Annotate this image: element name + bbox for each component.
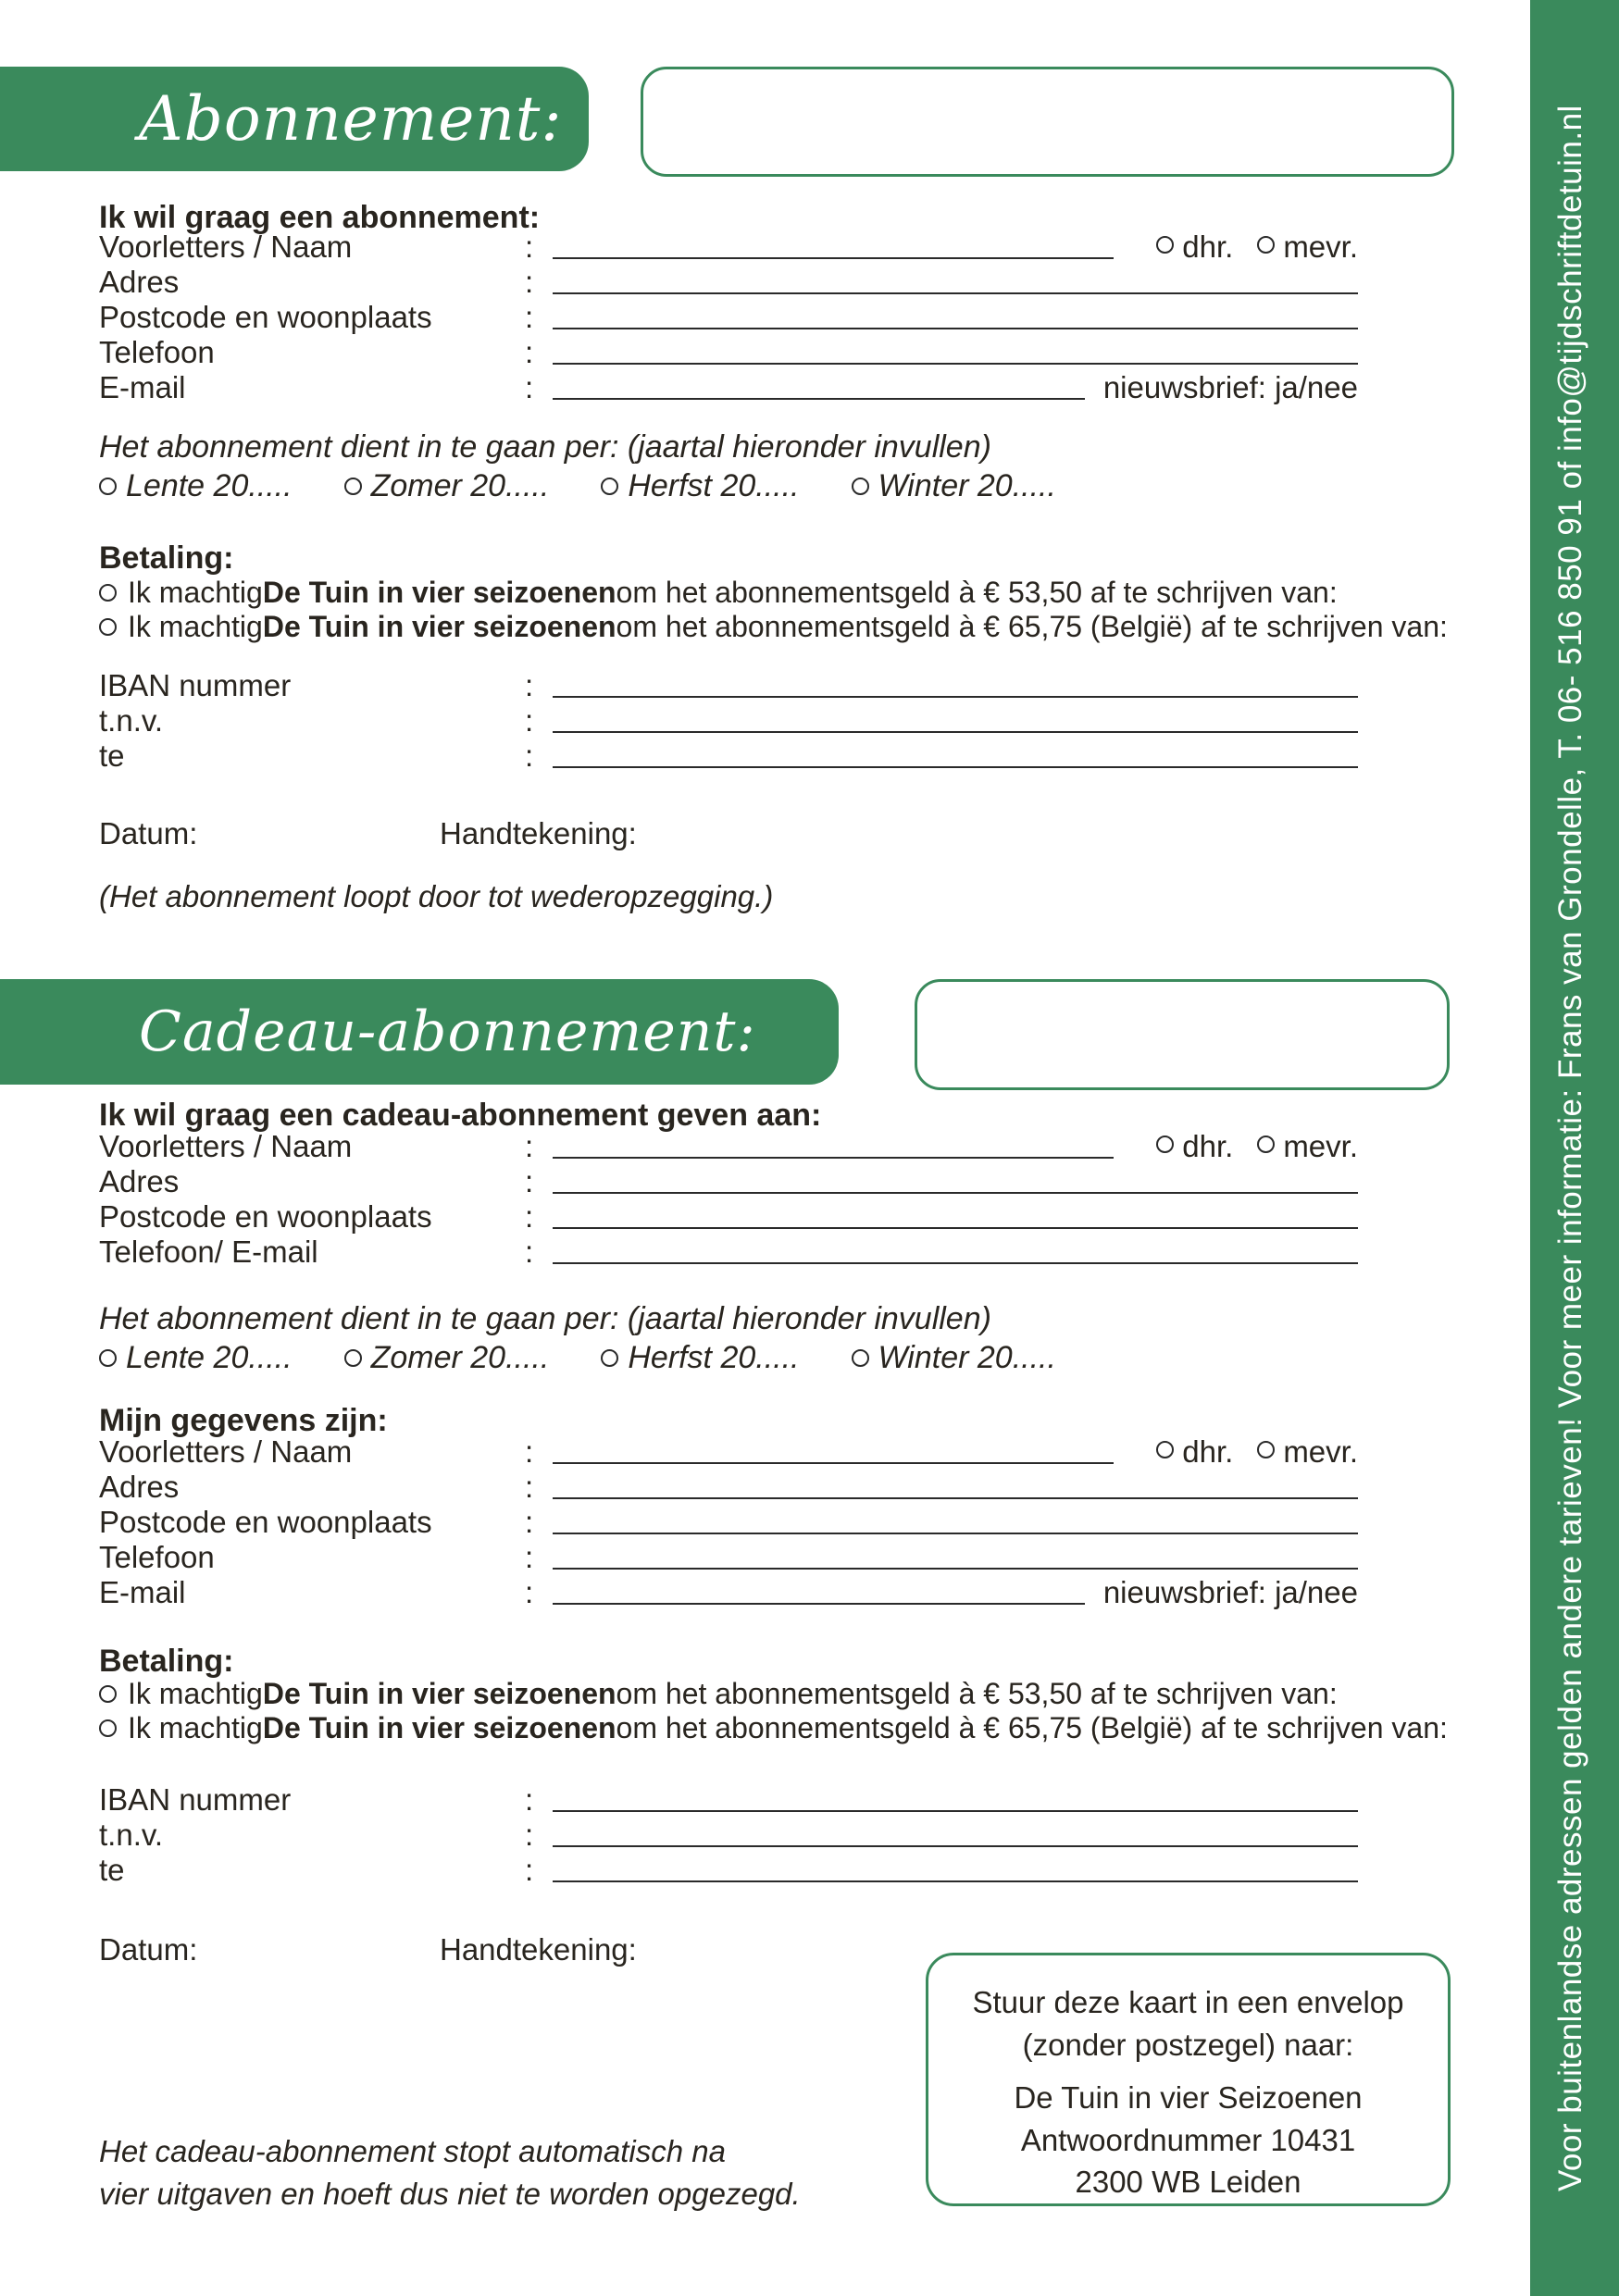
newsletter-choice: nieuwsbrief: ja/nee xyxy=(1102,1575,1358,1609)
field-row-tnv-2 xyxy=(99,1818,1358,1853)
field-row-recipient-voorletters xyxy=(99,1129,1358,1164)
my-details-heading: Mijn gegevens zijn: xyxy=(99,1403,388,1438)
season-options-2 xyxy=(99,1340,1056,1376)
season-label: Winter 20..... xyxy=(878,468,1056,503)
season-label: Herfst 20..... xyxy=(628,1340,800,1375)
radio-herfst-2[interactable] xyxy=(601,1349,618,1367)
write-line-voorletters[interactable] xyxy=(553,255,1114,259)
datum-label-2: Datum: xyxy=(99,1932,198,1967)
envelope-address-number: Antwoordnummer 10431 xyxy=(1020,2122,1356,2157)
colon: : xyxy=(525,1818,534,1852)
field-label: Postcode en woonplaats xyxy=(99,1505,432,1539)
field-row-postcode xyxy=(99,300,1358,335)
write-line-telefoon[interactable] xyxy=(553,361,1358,365)
field-row-telefoon xyxy=(99,335,1358,370)
colon: : xyxy=(525,1505,534,1539)
field-label: IBAN nummer xyxy=(99,668,292,702)
handtekening-label: Handtekening: xyxy=(440,816,637,850)
field-row-recipient-telefoon-email xyxy=(99,1235,1358,1270)
payment-text-post: om het abonnementsgeld à € 65,75 (België) af te schrijven van: xyxy=(616,610,1448,643)
write-line-te-2[interactable] xyxy=(553,1879,1358,1882)
colon: : xyxy=(525,668,534,702)
gift-stop-note-line1: Het cadeau-abonnement stopt automatisch na xyxy=(99,2134,726,2168)
field-label: IBAN nummer xyxy=(99,1782,292,1817)
payment-brand: De Tuin in vier seizoenen xyxy=(262,610,616,643)
payment-option-be xyxy=(99,610,1488,644)
field-row-tnv xyxy=(99,703,1358,738)
field-row-email xyxy=(99,370,1358,405)
field-label: Telefoon xyxy=(99,335,215,369)
field-row-my-voorletters xyxy=(99,1434,1358,1470)
field-row-te-2 xyxy=(99,1853,1358,1888)
dhr-label: dhr. xyxy=(1182,230,1234,264)
colon: : xyxy=(525,1199,534,1234)
field-label: t.n.v. xyxy=(99,703,164,738)
radio-my-mevr[interactable] xyxy=(1257,1441,1275,1458)
season-label: Lente 20..... xyxy=(126,468,293,503)
colon: : xyxy=(525,1540,534,1574)
season-option-lente xyxy=(99,1340,293,1376)
colon: : xyxy=(525,1434,534,1469)
write-line-iban-2[interactable] xyxy=(553,1808,1358,1812)
field-label: te xyxy=(99,738,125,773)
season-option-herfst xyxy=(601,468,799,504)
season-option-winter xyxy=(852,468,1056,504)
colon: : xyxy=(525,230,534,264)
write-line-my-voorletters[interactable] xyxy=(553,1460,1114,1464)
colon: : xyxy=(525,370,534,404)
radio-payment-be[interactable] xyxy=(99,618,117,636)
colon: : xyxy=(525,1235,534,1269)
colon: : xyxy=(525,703,534,738)
radio-payment-nl-2[interactable] xyxy=(99,1685,117,1703)
colon: : xyxy=(525,335,534,369)
envelope-line: (zonder postzegel) naar: xyxy=(1022,2027,1354,2062)
field-row-iban xyxy=(99,668,1358,703)
field-row-te xyxy=(99,738,1358,774)
blank-box-1 xyxy=(641,67,1454,177)
field-label: Adres xyxy=(99,1164,180,1198)
handtekening-label-2: Handtekening: xyxy=(440,1932,637,1967)
write-line-recipient-voorletters[interactable] xyxy=(553,1155,1114,1159)
season-label: Lente 20..... xyxy=(126,1340,293,1375)
write-line-tnv-2[interactable] xyxy=(553,1843,1358,1847)
field-row-recipient-adres xyxy=(99,1164,1358,1199)
payment-brand: De Tuin in vier seizoenen xyxy=(262,1711,616,1744)
radio-winter[interactable] xyxy=(852,478,869,495)
dhr-label: dhr. xyxy=(1182,1434,1234,1469)
envelope-instruction-box xyxy=(926,1953,1451,2206)
radio-mevr[interactable] xyxy=(1257,236,1275,254)
colon: : xyxy=(525,1575,534,1609)
colon: : xyxy=(525,265,534,299)
envelope-address-city: 2300 WB Leiden xyxy=(1075,2165,1301,2200)
write-line-tnv[interactable] xyxy=(553,729,1358,733)
season-label: Winter 20..... xyxy=(878,1340,1056,1375)
payment-option-be-2 xyxy=(99,1711,1488,1745)
payment-text-pre: Ik machtig xyxy=(128,576,263,609)
field-label: Adres xyxy=(99,1470,180,1504)
datum-label: Datum: xyxy=(99,816,198,850)
radio-recipient-dhr[interactable] xyxy=(1156,1136,1174,1153)
season-option-zomer xyxy=(344,468,550,504)
field-row-my-adres xyxy=(99,1470,1358,1505)
payment-text-pre: Ik machtig xyxy=(128,1677,263,1710)
abonnement-intro-heading: Ik wil graag een abonnement: xyxy=(99,200,541,235)
start-date-note-2: Het abonnement dient in te gaan per: (jaartal hieronder invullen) xyxy=(99,1301,991,1336)
field-label: Telefoon xyxy=(99,1540,215,1574)
field-label: Postcode en woonplaats xyxy=(99,1199,432,1234)
mevr-label: mevr. xyxy=(1283,230,1358,264)
colon: : xyxy=(525,1782,534,1817)
colon: : xyxy=(525,1164,534,1198)
payment-text-post: om het abonnementsgeld à € 65,75 (België) af te schrijven van: xyxy=(616,1711,1448,1744)
start-date-note: Het abonnement dient in te gaan per: (jaartal hieronder invullen) xyxy=(99,429,991,465)
field-label: Telefoon/ E-mail xyxy=(99,1235,318,1269)
season-option-lente xyxy=(99,468,293,504)
mevr-label: mevr. xyxy=(1283,1434,1358,1469)
cadeau-intro-heading: Ik wil graag een cadeau-abonnement geven aan: xyxy=(99,1098,822,1133)
field-label: E-mail xyxy=(99,1575,186,1609)
field-label: Adres xyxy=(99,265,180,299)
payment-text-post: om het abonnementsgeld à € 53,50 af te schrijven van: xyxy=(616,1677,1338,1710)
radio-payment-be-2[interactable] xyxy=(99,1719,117,1737)
write-line-my-postcode[interactable] xyxy=(553,1531,1358,1534)
season-option-zomer xyxy=(344,1340,550,1376)
salutation-choices xyxy=(1132,230,1358,265)
field-label: Voorletters / Naam xyxy=(99,1129,353,1163)
write-line-adres[interactable] xyxy=(553,291,1358,294)
radio-lente-2[interactable] xyxy=(99,1349,117,1367)
colon: : xyxy=(525,1853,534,1887)
write-line-my-telefoon[interactable] xyxy=(553,1566,1358,1570)
write-line-iban[interactable] xyxy=(553,694,1358,698)
radio-winter-2[interactable] xyxy=(852,1349,869,1367)
radio-zomer[interactable] xyxy=(344,478,362,495)
mevr-label: mevr. xyxy=(1283,1129,1358,1163)
payment-brand: De Tuin in vier seizoenen xyxy=(262,576,616,609)
radio-payment-nl[interactable] xyxy=(99,584,117,602)
season-label: Herfst 20..... xyxy=(628,468,800,503)
newsletter-choice: nieuwsbrief: ja/nee xyxy=(1102,370,1358,404)
write-line-my-email[interactable] xyxy=(553,1601,1085,1605)
field-row-my-telefoon xyxy=(99,1540,1358,1575)
continuation-note: (Het abonnement loopt door tot wederopzegging.) xyxy=(99,879,774,913)
abonnement-banner-label: Abonnement: xyxy=(139,83,563,155)
payment-text-pre: Ik machtig xyxy=(128,610,263,643)
season-options xyxy=(99,468,1056,504)
betaling-heading: Betaling: xyxy=(99,540,234,576)
radio-zomer-2[interactable] xyxy=(344,1349,362,1367)
field-row-recipient-postcode xyxy=(99,1199,1358,1235)
write-line-recipient-postcode[interactable] xyxy=(553,1225,1358,1229)
cadeau-banner-label: Cadeau-abonnement: xyxy=(139,999,756,1064)
field-row-voorletters xyxy=(99,230,1358,265)
season-label: Zomer 20..... xyxy=(370,468,550,503)
sidebar-info-text: Voor buitenlandse adressen gelden andere tarieven! Voor meer informatie: Frans van Grondelle, T. 06- 516 850 91 of info@tijdschriftdetuin.nl xyxy=(1552,105,1588,2191)
blank-box-2 xyxy=(915,979,1450,1090)
payment-brand: De Tuin in vier seizoenen xyxy=(262,1677,616,1710)
radio-dhr[interactable] xyxy=(1156,236,1174,254)
colon: : xyxy=(525,1470,534,1504)
abonnement-banner xyxy=(0,67,589,171)
field-label: te xyxy=(99,1853,125,1887)
write-line-email[interactable] xyxy=(553,396,1085,400)
payment-text-pre: Ik machtig xyxy=(128,1711,263,1744)
radio-lente[interactable] xyxy=(99,478,117,495)
field-label: Voorletters / Naam xyxy=(99,230,353,264)
envelope-line: Stuur deze kaart in een envelop xyxy=(972,1985,1404,2019)
colon: : xyxy=(525,300,534,334)
payment-option-nl xyxy=(99,576,1488,610)
gift-stop-note-line2: vier uitgaven en hoeft dus niet te worden opgezegd. xyxy=(99,2177,801,2211)
field-row-iban-2 xyxy=(99,1782,1358,1818)
write-line-my-adres[interactable] xyxy=(553,1496,1358,1499)
field-label: Voorletters / Naam xyxy=(99,1434,353,1469)
salutation-choices xyxy=(1132,1129,1358,1164)
field-row-my-postcode xyxy=(99,1505,1358,1540)
season-label: Zomer 20..... xyxy=(370,1340,550,1375)
dhr-label: dhr. xyxy=(1182,1129,1234,1163)
betaling-heading-2: Betaling: xyxy=(99,1644,234,1679)
field-label: Postcode en woonplaats xyxy=(99,300,432,334)
season-option-herfst xyxy=(601,1340,799,1376)
write-line-recipient-telefoon-email[interactable] xyxy=(553,1260,1358,1264)
cadeau-banner xyxy=(0,979,839,1085)
radio-my-dhr[interactable] xyxy=(1156,1441,1174,1458)
radio-recipient-mevr[interactable] xyxy=(1257,1136,1275,1153)
field-row-adres xyxy=(99,265,1358,300)
colon: : xyxy=(525,738,534,773)
payment-option-nl-2 xyxy=(99,1677,1488,1711)
field-label: E-mail xyxy=(99,370,186,404)
radio-herfst[interactable] xyxy=(601,478,618,495)
season-option-winter xyxy=(852,1340,1056,1376)
sidebar-green-bar xyxy=(1530,0,1619,2296)
envelope-address-name: De Tuin in vier Seizoenen xyxy=(1014,2080,1363,2116)
write-line-te[interactable] xyxy=(553,764,1358,768)
field-row-my-email xyxy=(99,1575,1358,1610)
write-line-recipient-adres[interactable] xyxy=(553,1190,1358,1194)
colon: : xyxy=(525,1129,534,1163)
field-label: t.n.v. xyxy=(99,1818,164,1852)
payment-text-post: om het abonnementsgeld à € 53,50 af te schrijven van: xyxy=(616,576,1338,609)
salutation-choices xyxy=(1132,1434,1358,1470)
write-line-postcode[interactable] xyxy=(553,326,1358,329)
